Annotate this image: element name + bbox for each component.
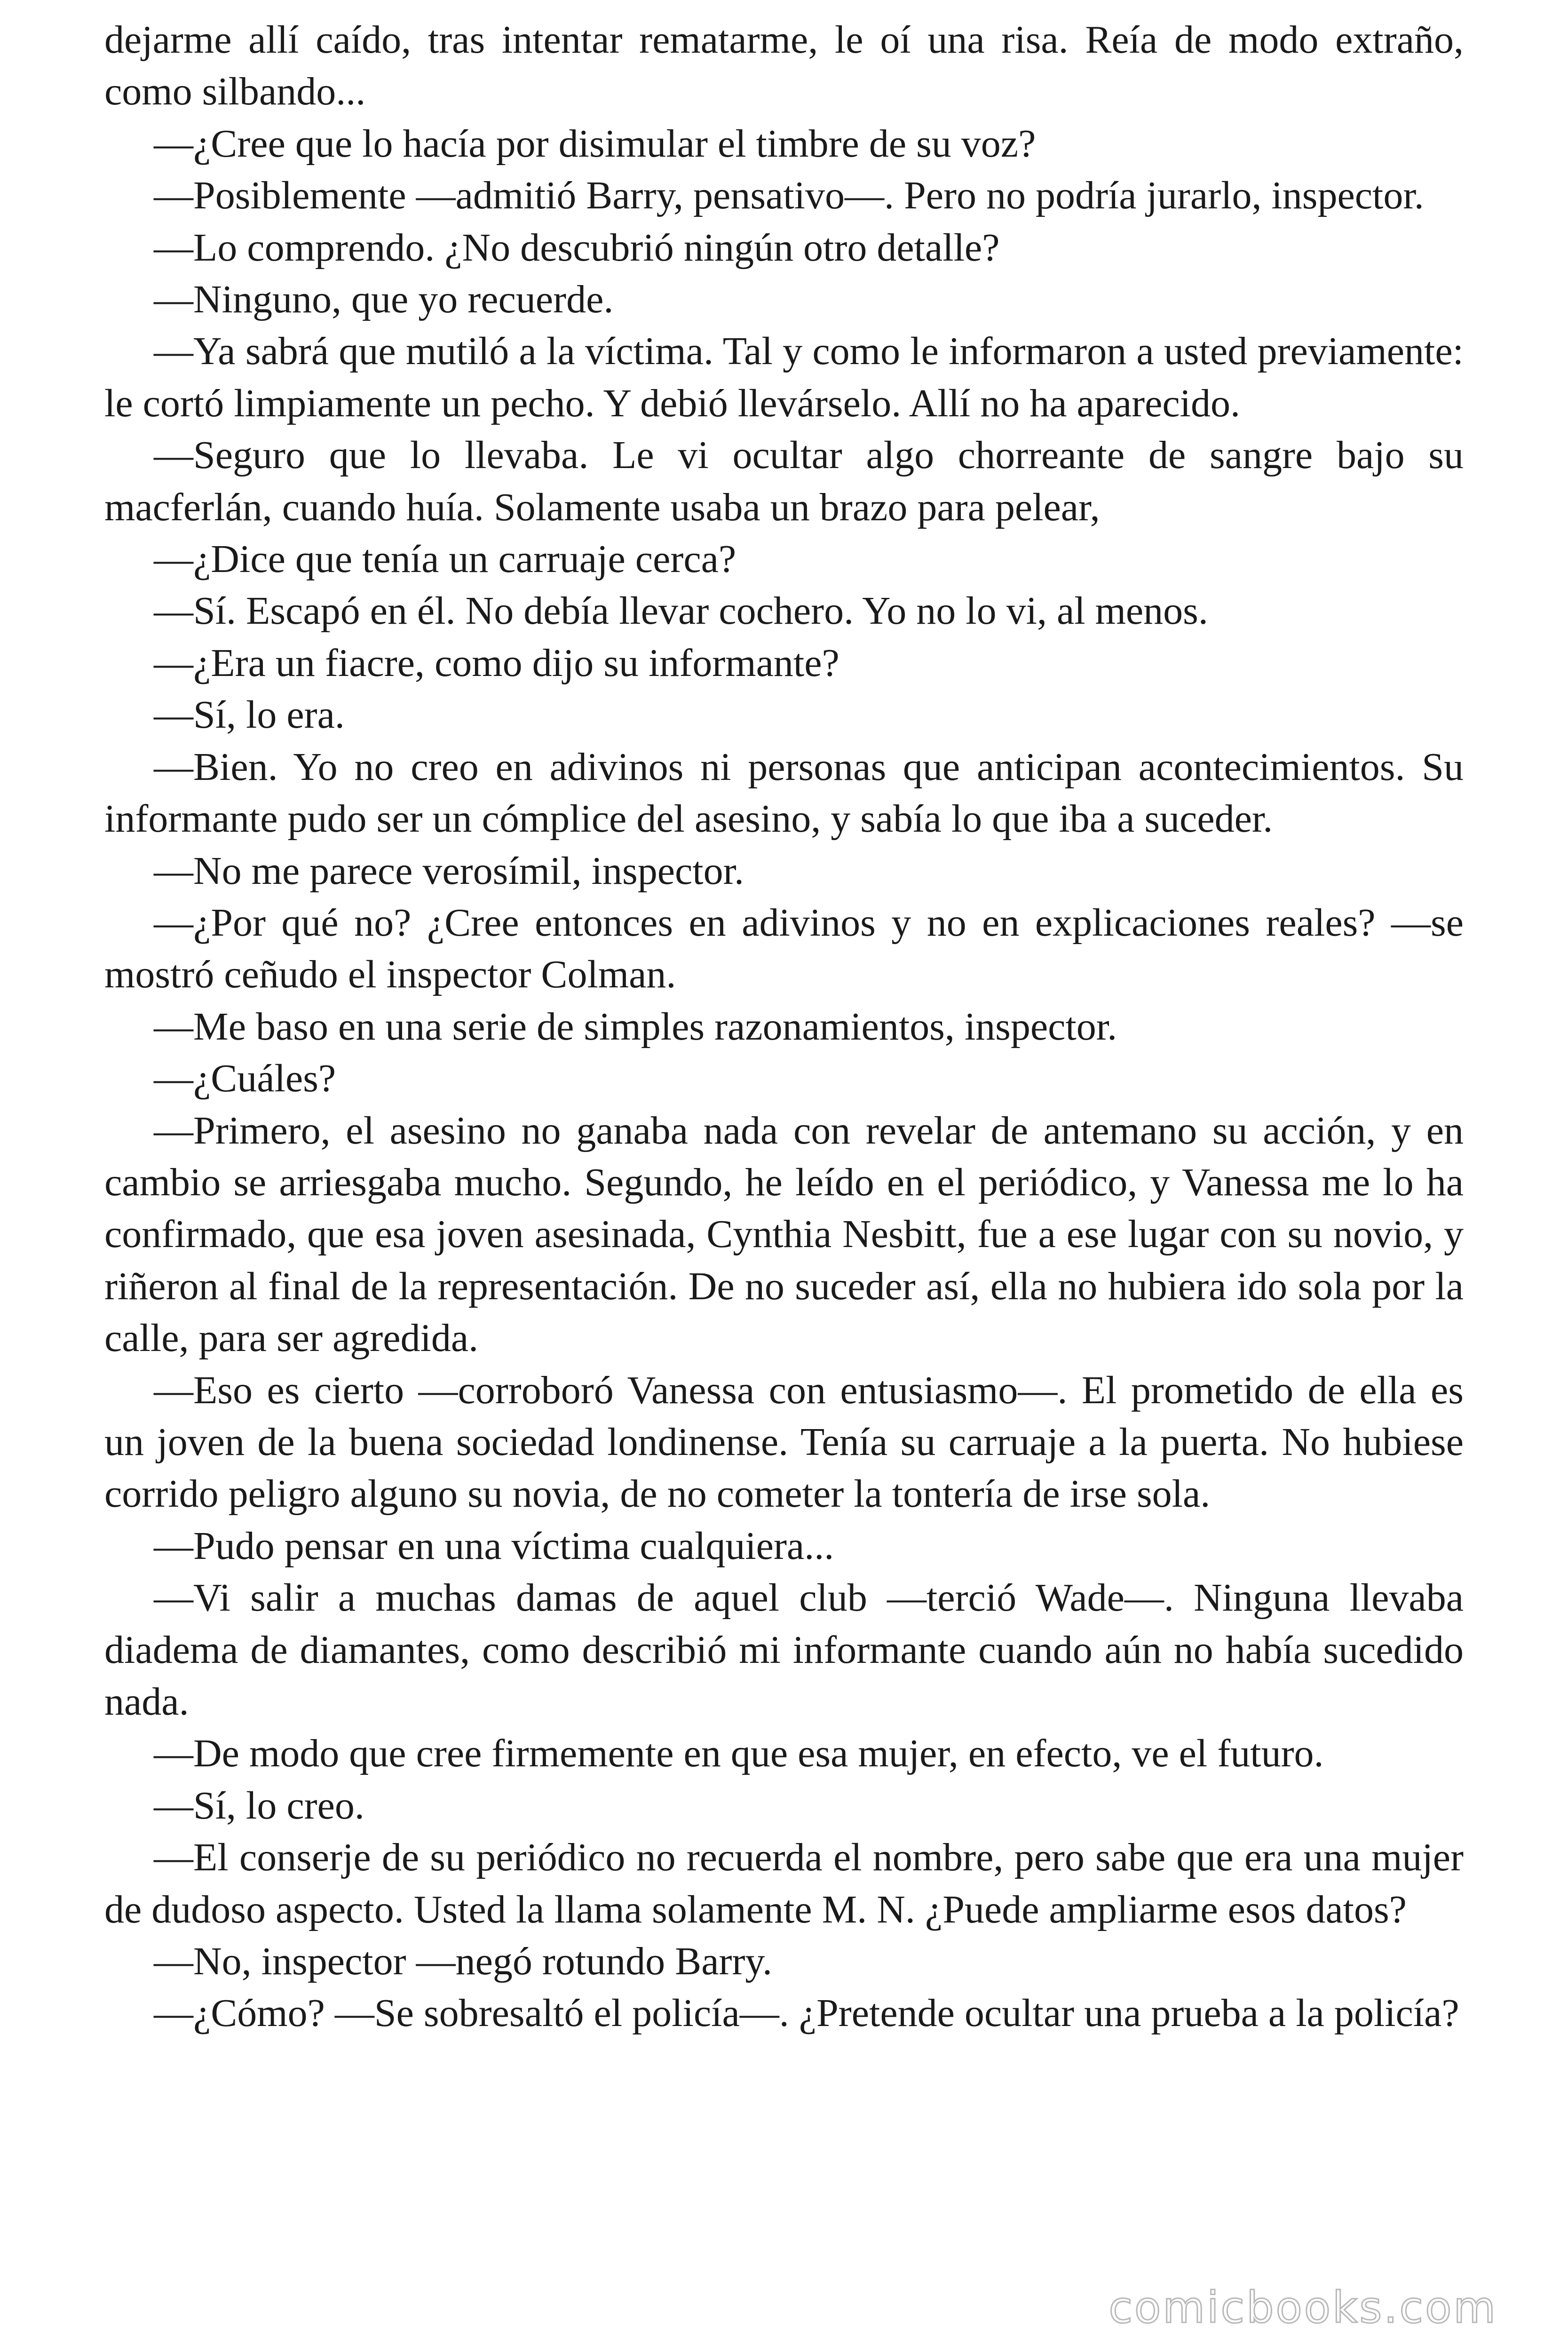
paragraph: —Me baso en una serie de simples razonamientos, inspector. bbox=[154, 1004, 1117, 1049]
paragraph: —Primero, el asesino no ganaba nada con revelar de antemano su acción, y en cambio se arriesgaba mucho. Segundo, he leído en el periódico, y Vanessa me lo ha confirmado, que esa joven asesinada, Cynthia Nesbitt, fue a ese lugar con su novio, y riñeron al final de la representación. De no suceder así, ella no hubiera ido sola por la calle, para ser agredida. bbox=[104, 1108, 1464, 1360]
paragraph: —Sí, lo creo. bbox=[154, 1783, 364, 1828]
paragraph: —Seguro que lo llevaba. Le vi ocultar algo chorreante de sangre bajo su macferlán, cuando huía. Solamente usaba un brazo para pelear, bbox=[104, 433, 1464, 529]
paragraph: —Sí. Escapó en él. No debía llevar cochero. Yo no lo vi, al menos. bbox=[154, 589, 1208, 633]
paragraph: —El conserje de su periódico no recuerda el nombre, pero sabe que era una mujer de dudoso aspecto. Usted la llama solamente M. N. ¿Puede ampliarme esos datos? bbox=[104, 1836, 1464, 1931]
paragraph: —Vi salir a muchas damas de aquel club —terció Wade—. Ninguna llevaba diadema de diamantes, como describió mi informante cuando aún no había sucedido nada. bbox=[104, 1576, 1464, 1724]
paragraph: —¿Por qué no? ¿Cree entonces en adivinos y no en explicaciones reales? —se mostró ceñudo el inspector Colman. bbox=[104, 900, 1464, 997]
paragraph: —Bien. Yo no creo en adivinos ni personas que anticipan acontecimientos. Su informante pudo ser un cómplice del asesino, y sabía lo que iba a suceder. bbox=[104, 745, 1464, 841]
paragraph: —De modo que cree firmemente en que esa mujer, en efecto, ve el futuro. bbox=[154, 1732, 1324, 1776]
paragraph: —Ya sabrá que mutiló a la víctima. Tal y como le informaron a usted previamente: le cortó limpiamente un pecho. Y debió llevárselo. Allí no ha aparecido. bbox=[104, 329, 1464, 425]
watermark: comicbooks.com bbox=[1109, 2282, 1497, 2333]
paragraph: —¿Dice que tenía un carruaje cerca? bbox=[154, 537, 736, 581]
paragraph: dejarme allí caído, tras intentar rematarme, le oí una risa. Reía de modo extraño, como silbando... bbox=[104, 18, 1464, 114]
paragraph: —Lo comprendo. ¿No descubrió ningún otro detalle? bbox=[154, 225, 1000, 270]
paragraph: —¿Cree que lo hacía por disimular el timbre de su voz? bbox=[154, 121, 1036, 166]
paragraph: —¿Era un fiacre, como dijo su informante? bbox=[154, 641, 839, 685]
paragraph: —¿Cuáles? bbox=[154, 1057, 336, 1101]
page-body bbox=[104, 14, 1464, 2040]
paragraph: —Pudo pensar en una víctima cualquiera... bbox=[154, 1524, 834, 1568]
paragraph: —Eso es cierto —corroboró Vanessa con entusiasmo—. El prometido de ella es un joven de la buena sociedad londinense. Tenía su carruaje a la puerta. No hubiese corrido peligro alguno su novia, de no cometer la tontería de irse sola. bbox=[104, 1368, 1464, 1516]
paragraph: —Sí, lo era. bbox=[154, 693, 345, 737]
paragraph: —Posiblemente —admitió Barry, pensativo—. Pero no podría jurarlo, inspector. bbox=[154, 174, 1424, 218]
paragraph: —¿Cómo? —Se sobresaltó el policía—. ¿Pretende ocultar una prueba a la policía? bbox=[154, 1991, 1459, 2035]
paragraph: —No, inspector —negó rotundo Barry. bbox=[154, 1939, 772, 1984]
paragraph: —No me parece verosímil, inspector. bbox=[154, 849, 744, 893]
paragraph: —Ninguno, que yo recuerde. bbox=[154, 278, 614, 322]
